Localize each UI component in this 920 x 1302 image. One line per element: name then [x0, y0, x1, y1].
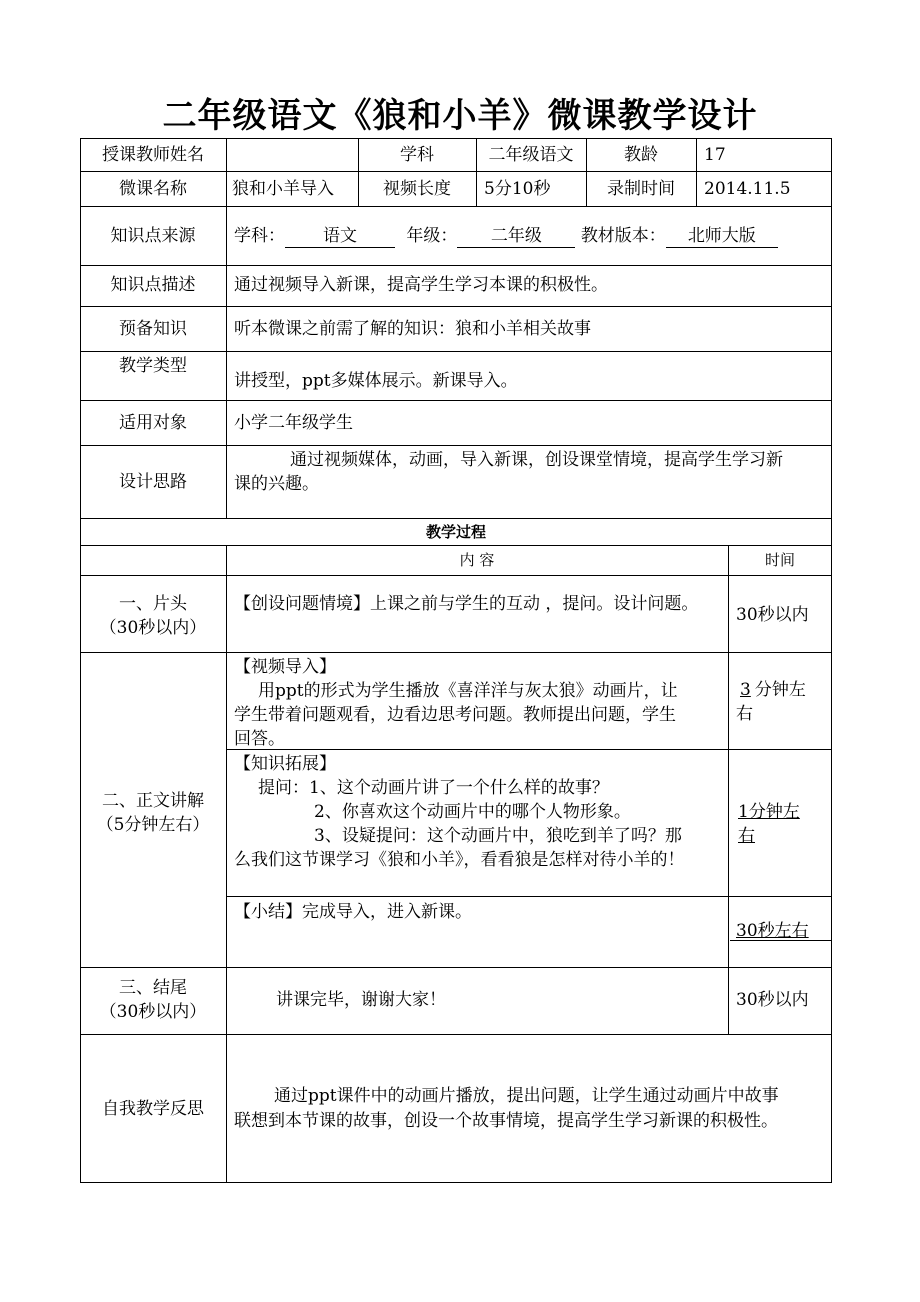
- expand-q1: 提问：1、这个动画片讲了一个什么样的故事？: [258, 778, 609, 798]
- source-label: 知识点来源: [110, 226, 196, 246]
- video-heading: 【视频导入】: [234, 657, 336, 677]
- age-label: 教龄: [624, 145, 658, 165]
- source-grade-value: 二年级: [457, 225, 575, 248]
- sec3-content: 讲课完毕，谢谢大家！: [276, 990, 446, 1010]
- type-value: 讲授型，ppt多媒体展示。新课导入。: [234, 371, 518, 391]
- source-grade-prefix: 年级：: [406, 226, 458, 246]
- subject-value: 二年级语文: [488, 145, 574, 165]
- source-row: [234, 222, 828, 250]
- source-subject-prefix: 学科：: [234, 226, 285, 246]
- video-line3: 回答。: [234, 729, 285, 749]
- summary-time: 30秒左右: [736, 921, 809, 941]
- sec3-time: 30秒以内: [736, 990, 809, 1010]
- desc-label: 知识点描述: [110, 275, 196, 295]
- target-label: 适用对象: [119, 413, 187, 433]
- age-value: 17: [704, 145, 726, 165]
- design-line2: 课的兴趣。: [234, 474, 319, 494]
- source-edition-prefix: 教材版本：: [580, 226, 666, 246]
- video-time-2: 右: [736, 704, 753, 724]
- expand-q3: 3、设疑提问：这个动画片中，狼吃到羊了吗？那: [314, 826, 682, 846]
- sec1-label-2: （30秒以内）: [99, 618, 207, 638]
- prep-label: 预备知识: [119, 319, 187, 339]
- source-edition-value: 北师大版: [666, 225, 778, 248]
- video-line1: 用ppt的形式为学生播放《喜洋洋与灰太狼》动画片，让: [258, 681, 678, 701]
- video-time-num: 3: [740, 680, 751, 700]
- sec2-label-2: （5分钟左右）: [96, 815, 210, 835]
- process-header: 教学过程: [425, 523, 486, 541]
- col-time-header: 时间: [764, 551, 795, 569]
- type-label: 教学类型: [119, 356, 187, 376]
- prep-value: 听本微课之前需了解的知识：狼和小羊相关故事: [234, 319, 591, 339]
- length-label: 视频长度: [383, 179, 451, 199]
- summary-content: 【小结】完成导入，进入新课。: [234, 902, 472, 922]
- expand-q3b: 么我们这节课学习《狼和小羊》，看看狼是怎样对待小羊的！: [234, 850, 685, 870]
- reflection-line2: 联想到本节课的故事，创设一个故事情境，提高学生学习新课的积极性。: [234, 1111, 778, 1131]
- sec1-content: 【创设问题情境】上课之前与学生的互动 ，提问。设计问题。: [234, 594, 699, 614]
- date-value: 2014.11.5: [704, 179, 791, 199]
- page-title: 二年级语文《狼和小羊》微课教学设计: [162, 96, 758, 136]
- col-content-header: 内 容: [459, 551, 495, 569]
- design-line1: 通过视频媒体，动画，导入新课，创设课堂情境，提高学生学习新: [290, 450, 783, 470]
- course-label: 微课名称: [119, 179, 187, 199]
- sec1-time: 30秒以内: [736, 605, 809, 625]
- reflection-line1: 通过ppt课件中的动画片播放，提出问题，让学生通过动画片中故事: [274, 1086, 779, 1106]
- expand-time-1: 1分钟左: [738, 802, 800, 822]
- teacher-label: 授课教师姓名: [102, 145, 204, 165]
- date-label: 录制时间: [607, 179, 675, 199]
- sec3-label-2: （30秒以内）: [99, 1002, 207, 1022]
- video-time-rest: 分钟左: [754, 680, 806, 700]
- expand-q2: 2、你喜欢这个动画片中的哪个人物形象。: [314, 802, 631, 822]
- subject-label: 学科: [400, 145, 434, 165]
- expand-time-2: 右: [738, 826, 755, 846]
- length-value: 5分10秒: [484, 179, 551, 199]
- sec3-label-1: 三、结尾: [119, 978, 187, 998]
- expand-heading: 【知识拓展】: [234, 754, 336, 774]
- sec2-label-1: 二、正文讲解: [102, 791, 204, 811]
- target-value: 小学二年级学生: [234, 413, 353, 433]
- reflection-label: 自我教学反思: [102, 1099, 204, 1119]
- desc-value: 通过视频导入新课，提高学生学习本课的积极性。: [234, 275, 608, 295]
- sec1-label-1: 一、片头: [119, 594, 187, 614]
- video-line2: 学生带着问题观看，边看边思考问题。教师提出问题，学生: [234, 705, 676, 725]
- course-value: 狼和小羊导入: [232, 179, 334, 199]
- source-subject-value: 语文: [285, 225, 395, 248]
- design-label: 设计思路: [119, 472, 187, 492]
